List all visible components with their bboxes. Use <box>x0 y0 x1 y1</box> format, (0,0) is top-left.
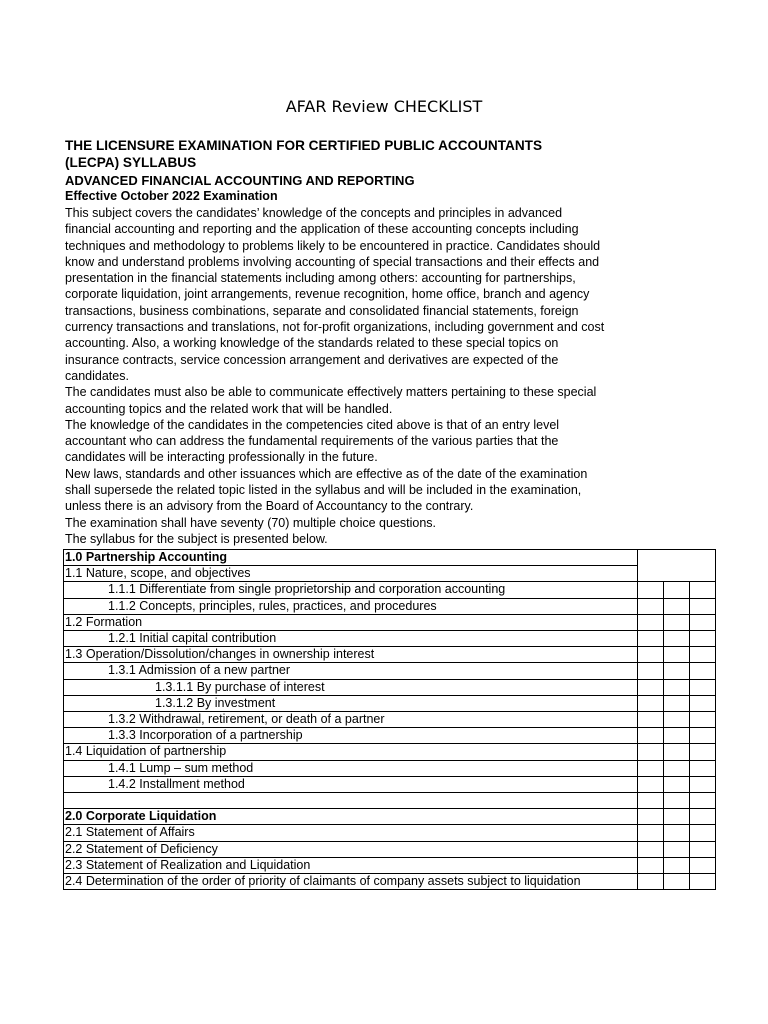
topic-cell: 2.3 Statement of Realization and Liquidation <box>64 857 638 873</box>
document-title: AFAR Review CHECKLIST <box>285 97 483 116</box>
checkbox-cell[interactable] <box>664 712 690 728</box>
topic-cell: 2.4 Determination of the order of priority of claimants of company assets subject to liquidation <box>64 874 638 890</box>
table-row <box>64 760 716 776</box>
intro-line: unless there is an advisory from the Board of Accountancy to the contrary. <box>65 499 474 514</box>
topic-cell: 1.3.1.2 By investment <box>64 695 638 711</box>
checkbox-cell[interactable] <box>690 744 716 760</box>
topic-cell: 1.1.2 Concepts, principles, rules, practices, and procedures <box>64 598 638 614</box>
topic-cell: 1.4 Liquidation of partnership <box>64 744 638 760</box>
checkbox-cell[interactable] <box>664 793 690 809</box>
checkbox-cell[interactable] <box>638 679 664 695</box>
table-row <box>64 712 716 728</box>
table-row <box>64 825 716 841</box>
topic-cell: 1.1 Nature, scope, and objectives <box>64 566 638 582</box>
table-row <box>64 857 716 873</box>
intro-line: presentation in the financial statements including among others: accounting for partnerships, <box>65 271 576 286</box>
checkbox-cell[interactable] <box>690 857 716 873</box>
table-row <box>64 793 716 809</box>
checkbox-cell[interactable] <box>638 841 664 857</box>
checkbox-cell[interactable] <box>690 809 716 825</box>
topic-cell: 1.4.2 Installment method <box>64 776 638 792</box>
checkbox-cell[interactable] <box>664 614 690 630</box>
checkbox-cell[interactable] <box>690 647 716 663</box>
checkbox-cell[interactable] <box>664 776 690 792</box>
table-row <box>64 566 716 582</box>
subject-heading: ADVANCED FINANCIAL ACCOUNTING AND REPORTING <box>65 173 415 188</box>
checkbox-cell[interactable] <box>690 679 716 695</box>
intro-line: This subject covers the candidates’ knowledge of the concepts and principles in advanced <box>65 206 563 220</box>
checkbox-cell[interactable] <box>638 712 664 728</box>
table-row <box>64 663 716 679</box>
intro-line: insurance contracts, service concession arrangement and derivatives are expected of the <box>65 352 559 367</box>
checkbox-cell[interactable] <box>638 874 664 890</box>
checkbox-cell[interactable] <box>690 793 716 809</box>
table-row <box>64 598 716 614</box>
table-row <box>64 744 716 760</box>
checkbox-cell[interactable] <box>690 728 716 744</box>
checkbox-cell[interactable] <box>664 825 690 841</box>
intro-line: accountant who can address the fundamental requirements of the various parties that the <box>65 434 559 449</box>
checkbox-cell[interactable] <box>690 825 716 841</box>
table-row <box>64 614 716 630</box>
checkbox-cell[interactable] <box>664 663 690 679</box>
intro-line: transactions, business combinations, separate and consolidated financial statements, foreign <box>65 303 579 318</box>
checkbox-cell[interactable] <box>690 598 716 614</box>
checkbox-cell[interactable] <box>664 874 690 890</box>
checkbox-cell[interactable] <box>638 695 664 711</box>
checkbox-cell[interactable] <box>664 857 690 873</box>
table-row <box>64 874 716 890</box>
checkbox-cell[interactable] <box>638 793 664 809</box>
topic-cell: 1.2.1 Initial capital contribution <box>64 631 638 647</box>
checkbox-cell[interactable] <box>664 744 690 760</box>
topic-cell: 2.1 Statement of Affairs <box>64 825 638 841</box>
checkbox-cell[interactable] <box>690 841 716 857</box>
intro-line: The examination shall have seventy (70) multiple choice questions. <box>65 515 437 530</box>
checkbox-cell[interactable] <box>638 728 664 744</box>
intro-line: The candidates must also be able to communicate effectively matters pertaining to these special <box>65 385 597 400</box>
intro-line: accounting topics and the related work that will be handled. <box>65 401 393 416</box>
topic-cell: 1.0 Partnership Accounting <box>64 550 638 566</box>
intro-line: candidates. <box>65 368 129 383</box>
checkbox-cell[interactable] <box>638 598 664 614</box>
intro-line: candidates will be interacting professionally in the future. <box>65 450 378 465</box>
intro-line: shall supersede the related topic listed in the syllabus and will be included in the examination, <box>65 483 582 498</box>
effective-date-heading: Effective October 2022 Examination <box>65 189 278 203</box>
checkbox-cell[interactable] <box>638 809 664 825</box>
syllabus-table <box>63 549 716 890</box>
topic-cell: 1.4.1 Lump – sum method <box>64 760 638 776</box>
topic-cell: 1.3.2 Withdrawal, retirement, or death of a partner <box>64 712 638 728</box>
checkbox-cell[interactable] <box>638 550 716 582</box>
checkbox-cell[interactable] <box>638 857 664 873</box>
table-row <box>64 550 716 566</box>
checkbox-cell[interactable] <box>638 776 664 792</box>
checkbox-cell[interactable] <box>690 760 716 776</box>
table-row <box>64 647 716 663</box>
table-row <box>64 695 716 711</box>
checkbox-cell[interactable] <box>690 695 716 711</box>
topic-cell: 1.1.1 Differentiate from single proprietorship and corporation accounting <box>64 582 638 598</box>
checkbox-cell[interactable] <box>664 679 690 695</box>
intro-line: financial accounting and reporting and the application of these accounting concepts including <box>65 222 579 237</box>
checkbox-cell[interactable] <box>638 825 664 841</box>
topic-cell: 1.3.1 Admission of a new partner <box>64 663 638 679</box>
intro-line: techniques and methodology to problems likely to be encountered in practice. Candidates should <box>65 238 601 253</box>
intro-line: know and understand problems involving accounting of special transactions and their effects and <box>65 254 600 269</box>
checkbox-cell[interactable] <box>664 631 690 647</box>
checkbox-cell[interactable] <box>664 841 690 857</box>
checkbox-cell[interactable] <box>690 776 716 792</box>
checkbox-cell[interactable] <box>690 631 716 647</box>
table-row <box>64 809 716 825</box>
topic-cell: 1.2 Formation <box>64 614 638 630</box>
checkbox-cell[interactable] <box>638 614 664 630</box>
intro-line: corporate liquidation, joint arrangements, revenue recognition, home office, branch and agency <box>65 287 590 302</box>
checkbox-cell[interactable] <box>664 760 690 776</box>
intro-paragraph <box>65 205 705 547</box>
table-row <box>64 679 716 695</box>
topic-cell: 1.3 Operation/Dissolution/changes in ownership interest <box>64 647 638 663</box>
checkbox-cell[interactable] <box>664 647 690 663</box>
table-row <box>64 582 716 598</box>
checkbox-cell[interactable] <box>690 614 716 630</box>
table-row <box>64 631 716 647</box>
topic-cell: 2.0 Corporate Liquidation <box>64 809 638 825</box>
blank-cell <box>64 793 638 809</box>
table-row <box>64 841 716 857</box>
table-row <box>64 776 716 792</box>
checkbox-cell[interactable] <box>690 582 716 598</box>
checkbox-cell[interactable] <box>638 744 664 760</box>
checkbox-cell[interactable] <box>664 728 690 744</box>
checkbox-cell[interactable] <box>664 809 690 825</box>
exam-heading-line-1: THE LICENSURE EXAMINATION FOR CERTIFIED PUBLIC ACCOUNTANTS <box>65 138 543 153</box>
intro-line: New laws, standards and other issuances which are effective as of the date of the examination <box>65 466 588 481</box>
intro-line: accounting. Also, a working knowledge of the standards related to these special topics on <box>65 336 559 351</box>
checkbox-cell[interactable] <box>638 647 664 663</box>
table-row <box>64 728 716 744</box>
intro-line: The syllabus for the subject is presented below. <box>65 531 328 546</box>
checkbox-cell[interactable] <box>664 582 690 598</box>
checkbox-cell[interactable] <box>690 874 716 890</box>
intro-line: The knowledge of the candidates in the competencies cited above is that of an entry level <box>65 417 560 432</box>
intro-line: currency transactions and translations, not for-profit organizations, including government and cost <box>65 320 605 335</box>
topic-cell: 1.3.1.1 By purchase of interest <box>64 679 638 695</box>
checkbox-cell[interactable] <box>638 760 664 776</box>
topic-cell: 1.3.3 Incorporation of a partnership <box>64 728 638 744</box>
checkbox-cell[interactable] <box>638 663 664 679</box>
exam-heading-line-2: (LECPA) SYLLABUS <box>65 155 197 170</box>
topic-cell: 2.2 Statement of Deficiency <box>64 841 638 857</box>
checkbox-cell[interactable] <box>664 695 690 711</box>
checkbox-cell[interactable] <box>638 582 664 598</box>
checkbox-cell[interactable] <box>664 598 690 614</box>
checkbox-cell[interactable] <box>690 712 716 728</box>
checkbox-cell[interactable] <box>690 663 716 679</box>
checkbox-cell[interactable] <box>638 631 664 647</box>
